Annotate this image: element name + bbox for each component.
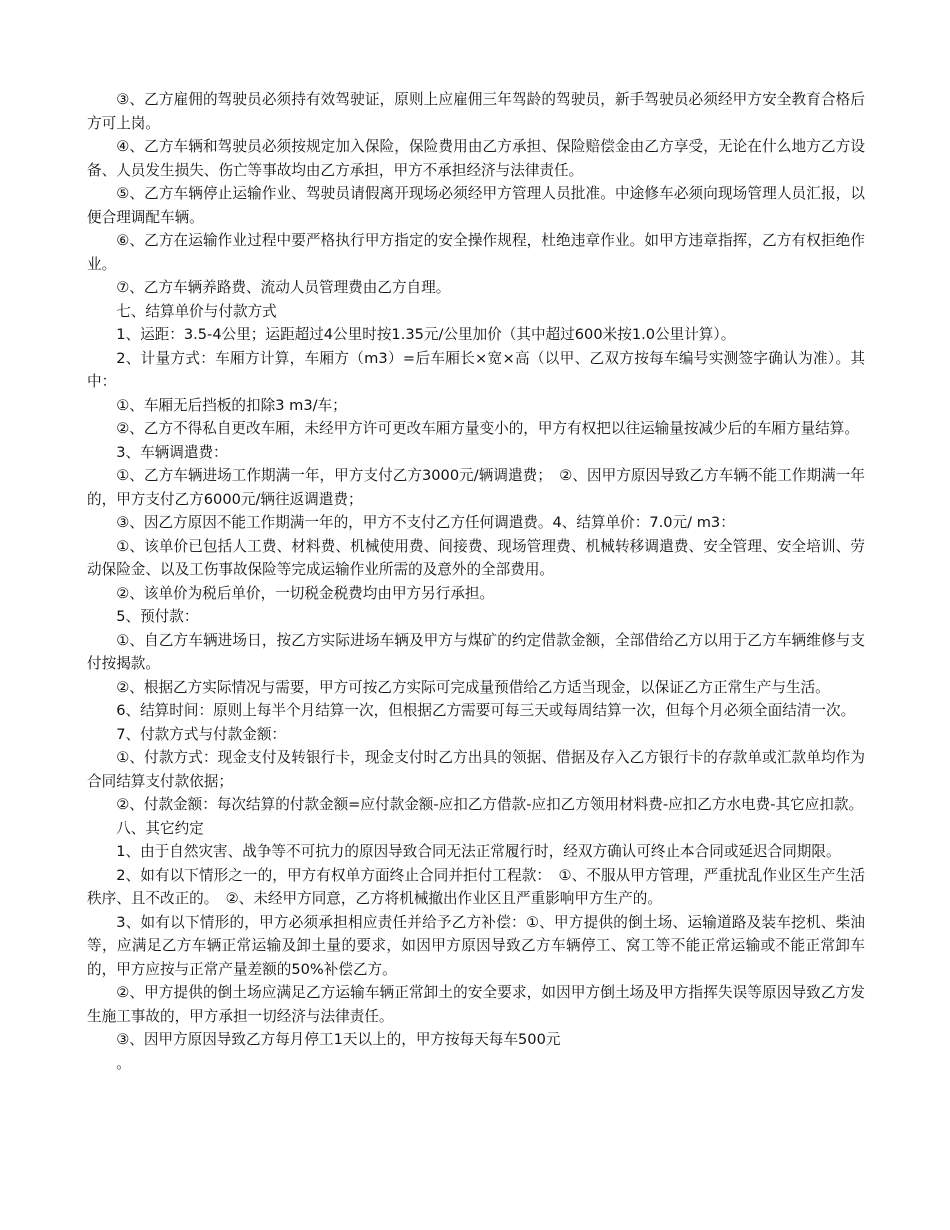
paragraph: 6、结算时间：原则上每半个月结算一次，但根据乙方需要可每三天或每周结算一次，但每个月必须全面结清一次。 xyxy=(116,702,856,719)
paragraph: ①、乙方车辆进场工作期满一年，甲方支付乙方3000元/辆调遣费； ②、因甲方原因导致乙方车辆不能工作期满一年的，甲方支付乙方6000元/辆往返调遣费； xyxy=(87,467,865,508)
paragraph: ②、该单价为税后单价，一切税金税费均由甲方另行承担。 xyxy=(116,584,495,602)
section-heading: 七、结算单价与付款方式 xyxy=(116,302,277,320)
paragraph: ③、乙方雇佣的驾驶员必须持有效驾驶证，原则上应雇佣三年驾龄的驾驶员，新手驾驶员必须经甲方安全教育合格后方可上岗。 xyxy=(87,91,865,132)
document-body xyxy=(87,88,865,1075)
paragraph: ①、自乙方车辆进场日，按乙方实际进场车辆及甲方与煤矿的约定借款金额，全部借给乙方以用于乙方车辆维修与支付按揭款。 xyxy=(87,631,865,672)
paragraph: 2、如有以下情形之一的，甲方有权单方面终止合同并拒付工程款： ①、不服从甲方管理，严重扰乱作业区生产生活秩序、且不改正的。 ②、未经甲方同意，乙方将机械撤出作业区且严重影响甲方生产的。 xyxy=(87,866,865,907)
paragraph: 。 xyxy=(116,1054,131,1072)
paragraph: ⑦、乙方车辆养路费、流动人员管理费由乙方自理。 xyxy=(116,279,451,296)
paragraph: ①、付款方式：现金支付及转银行卡，现金支付时乙方出具的领据、借据及存入乙方银行卡的存款单或汇款单均作为合同结算支付款依据； xyxy=(87,749,865,790)
paragraph: ②、根据乙方实际情况与需要，甲方可按乙方实际可完成量预借给乙方适当现金，以保证乙方正常生产与生活。 xyxy=(116,678,830,696)
paragraph: ①、该单价已包括人工费、材料费、机械使用费、间接费、现场管理费、机械转移调遣费、安全管理、安全培训、劳动保险金、以及工伤事故保险等完成运输作业所需的及意外的全部费用。 xyxy=(87,537,865,578)
paragraph: ④、乙方车辆和驾驶员必须按规定加入保险，保险费用由乙方承担、保险赔偿金由乙方享受，无论在什么地方乙方设备、人员发生损失、伤亡等事故均由乙方承担，甲方不承担经济与法律责任。 xyxy=(87,138,865,179)
section-heading: 八、其它约定 xyxy=(116,819,204,837)
paragraph: ②、乙方不得私自更改车厢，未经甲方许可更改车厢方量变小的，甲方有权把以往运输量按减少后的车厢方量结算。 xyxy=(116,420,859,437)
paragraph: 1、运距：3.5-4公里；运距超过4公里时按1.35元/公里加价（其中超过600米按1.0公里计算）。 xyxy=(116,326,736,343)
paragraph: ⑤、乙方车辆停止运输作业、驾驶员请假离开现场必须经甲方管理人员批准。中途修车必须向现场管理人员汇报，以便合理调配车辆。 xyxy=(87,185,865,226)
paragraph: 5、预付款： xyxy=(116,608,199,625)
paragraph: 3、如有以下情形的，甲方必须承担相应责任并给予乙方补偿：①、甲方提供的倒土场、运输道路及装车挖机、柴油等，应满足乙方车辆正常运输及卸土量的要求，如因甲方原因导致乙方车辆停工、窝工等不能正常运输或不能正常卸车的，甲方应按与正常产量差额的50%补偿乙方。 xyxy=(87,913,865,978)
paragraph: ③、因甲方原因导致乙方每月停工1天以上的，甲方按每天每车500元 xyxy=(116,1031,561,1048)
paragraph: ②、付款金额：每次结算的付款金额=应付款金额-应扣乙方借款-应扣乙方领用材料费-应扣乙方水电费-其它应扣款。 xyxy=(116,796,864,813)
paragraph: 1、由于自然灾害、战争等不可抗力的原因导致合同无法正常履行时，经双方确认可终止本合同或延迟合同期限。 xyxy=(116,843,841,860)
paragraph: ③、因乙方原因不能工作期满一年的，甲方不支付乙方任何调遣费。4、结算单价：7.0元/ m3： xyxy=(116,514,735,531)
paragraph: 3、车辆调遣费： xyxy=(116,443,228,461)
paragraph: 7、付款方式与付款金额： xyxy=(116,725,287,743)
paragraph: ②、甲方提供的倒土场应满足乙方运输车辆正常卸土的安全要求，如因甲方倒土场及甲方指挥失误等原因导致乙方发生施工事故的，甲方承担一切经济与法律责任。 xyxy=(87,984,865,1025)
paragraph: ①、车厢无后挡板的扣除3 m3/车； xyxy=(116,396,347,414)
paragraph: ⑥、乙方在运输作业过程中要严格执行甲方指定的安全操作规程，杜绝违章作业。如甲方违章指挥，乙方有权拒绝作业。 xyxy=(87,232,865,273)
paragraph: 2、计量方式：车厢方计算，车厢方（m3）=后车厢长×宽×高（以甲、乙双方按每车编号实测签字确认为准）。其中： xyxy=(87,349,865,390)
